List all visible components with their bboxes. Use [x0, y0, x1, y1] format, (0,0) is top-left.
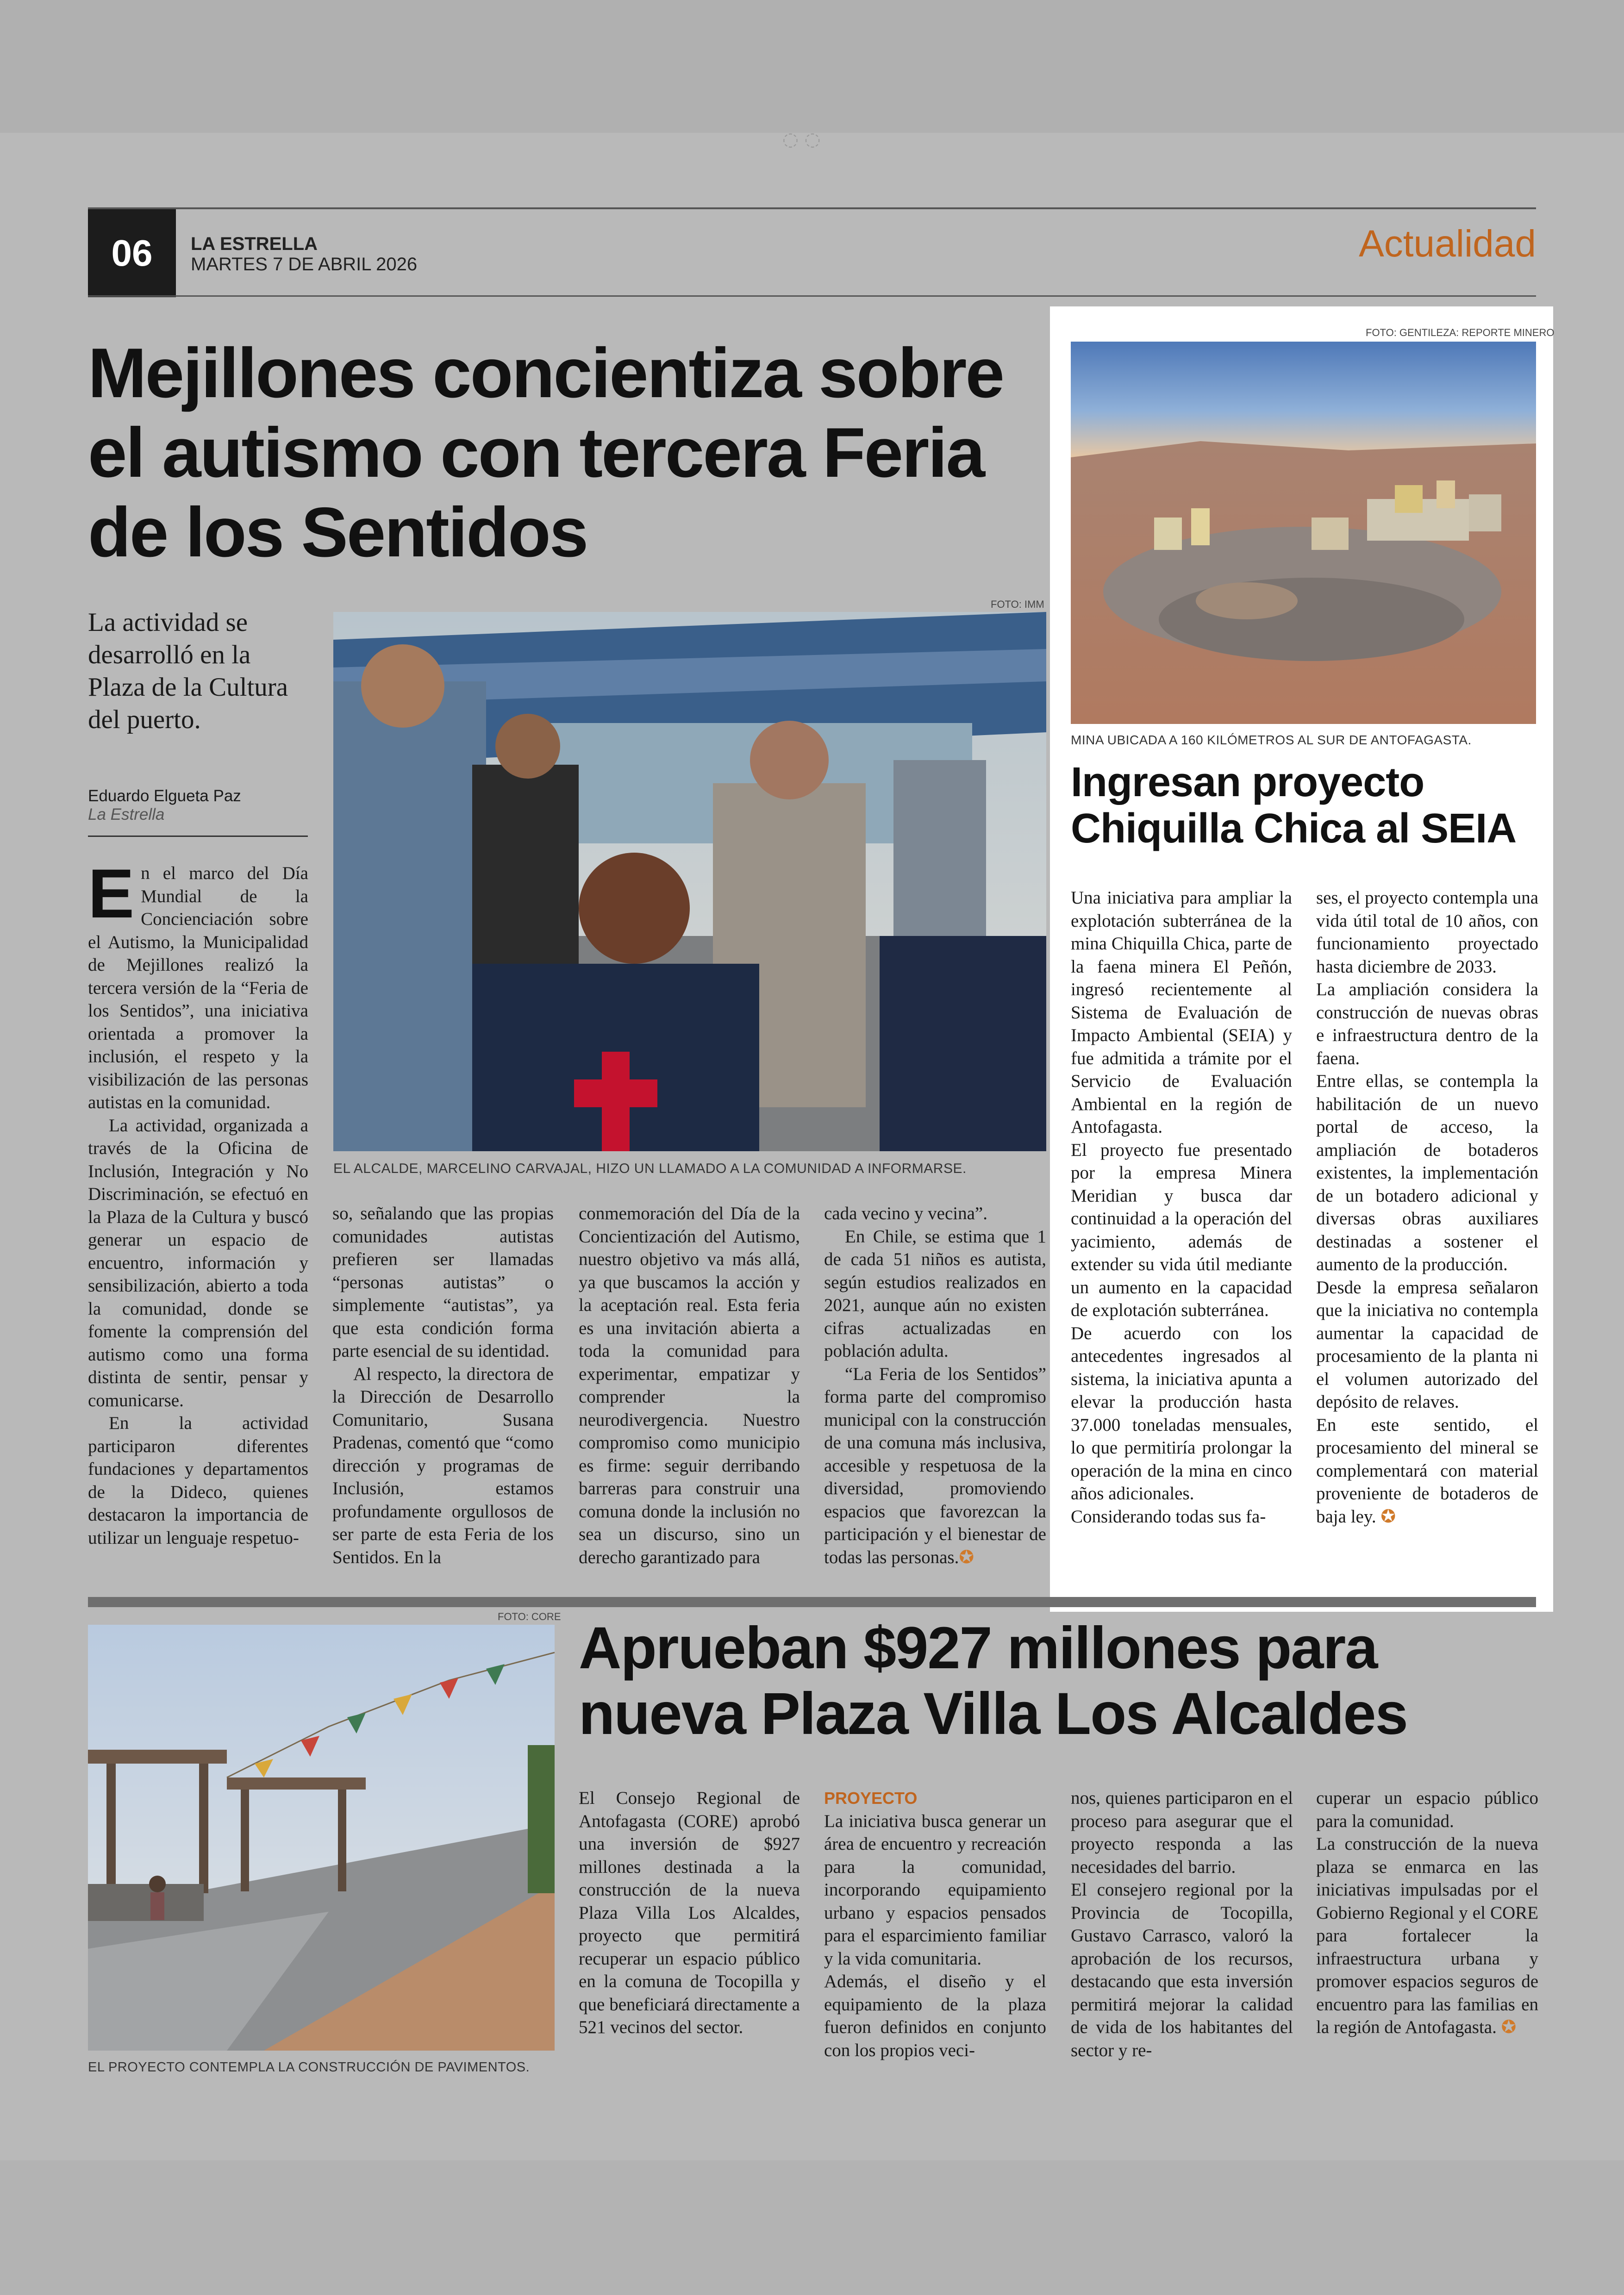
- article2-column-2: [1316, 886, 1538, 1528]
- article1-paragraph-1: n el marco del Día Mundial de la Concienciación sobre el Autismo, la Municipalidad de Mejillones realizó la tercera versión de la “Feria de los Sentidos”, una iniciativa orientada a promover la inclusión, el respeto y la visibilización de las personas autistas en la comunidad.: [88, 863, 308, 1112]
- article1-paragraph-4c: cada vecino y vecina”.: [824, 1204, 987, 1223]
- article1-paragraph-3b: so, señalando que las propias comunidades autistas prefieren ser llamadas “personas autistas” o simplemente “autistas”, ya que esta condición forma parte esencial de su identidad.: [332, 1204, 554, 1361]
- article2-paragraph-3: De acuerdo con los antecedentes ingresados al sistema, la iniciativa apunta a elevar la producción hasta 37.000 toneladas mensuales, lo que permitiría prolongar la operación de la mina en cinco años adicionales.: [1071, 1323, 1292, 1503]
- section-label: Actualidad: [1359, 223, 1536, 265]
- page-dots-icon: ◌ ◌: [782, 129, 821, 150]
- publication-name: LA ESTRELLA: [191, 234, 318, 254]
- dropcap: E: [88, 854, 135, 932]
- article2-photo-credit: FOTO: GENTILEZA: REPORTE MINERO: [1366, 327, 1555, 338]
- article2-paragraph-6: Entre ellas, se contempla la habilitación de un nuevo portal de acceso, la ampliación de botaderos existentes, la implementación de un botadero adicional y diversas obras auxiliares destinadas a sostener el aumento de la producción.: [1316, 1071, 1538, 1274]
- article2-headline: Ingresan proyecto Chiquilla Chica al SEIA: [1071, 759, 1517, 852]
- article1-paragraph-4: Al respecto, la directora de la Dirección de Desarrollo Comunitario, Susana Pradenas, comentó que “como dirección y programas de Inclusión, estamos profundamente orgullosos de ser parte de esta Feria de los Sentidos. En la: [332, 1364, 554, 1567]
- article2-paragraph-5: La ampliación considera la construcción de nuevas obras e infraestructura dentro de la faena.: [1316, 979, 1538, 1068]
- article2-paragraph-8: En este sentido, el procesamiento del mineral se complementará con material proveniente de botaderos de baja ley.: [1316, 1415, 1538, 1527]
- article3-photo: [88, 1625, 555, 2051]
- article2-paragraph-1: Una iniciativa para ampliar la explotación subterránea de la mina Chiquilla Chica, parte de la faena minera El Peñón, ingresó recientemente al Sistema de Evaluación de Impacto Ambiental (SEIA) y fue admitida a trámite por el Servicio de Evaluación Ambiental en la región de Antofagasta.: [1071, 888, 1292, 1137]
- article1-column-1: [88, 854, 308, 1549]
- author-publication: La Estrella: [88, 805, 165, 823]
- article1-paragraph-3a: En la actividad participaron diferentes fundaciones y departamentos de la Dideco, quienes destacaron la importancia de utilizar un lenguaje respetuo-: [88, 1413, 308, 1548]
- article2-caption: MINA UBICADA A 160 KILÓMETROS AL SUR DE ANTOFAGASTA.: [1071, 733, 1472, 747]
- article3-photo-credit: FOTO: CORE: [498, 1611, 561, 1622]
- header-top-rule: [88, 207, 1536, 209]
- article2-paragraph-4b: ses, el proyecto contempla una vida útil total de 10 años, con funcionamiento proyectado hasta diciembre de 2033.: [1316, 888, 1538, 977]
- article1-paragraph-2: La actividad, organizada a través de la Oficina de Inclusión, Integración y No Discriminación, se efectuó en la Plaza de la Cultura y buscó generar un espacio de encuentro, información y sensibilización, abierto a toda la comunidad, donde se fomente la comprensión del autismo como una forma distinta de sentir, pensar y comunicarse.: [88, 1115, 308, 1410]
- article1-paragraph-6: “La Feria de los Sentidos” forma parte del compromiso municipal con la construcción de una comuna más inclusiva, accesible y respetuosa de la diversidad, promoviendo espacios que favorezcan la participación y el bienestar de todas las personas.: [824, 1364, 1046, 1567]
- article1-caption: EL ALCALDE, MARCELINO CARVAJAL, HIZO UN LLAMADO A LA COMUNIDAD A INFORMARSE.: [333, 1161, 967, 1176]
- article1-column-3: [579, 1202, 800, 1569]
- article3-headline: Aprueban $927 millones para nueva Plaza Villa Los Alcaldes: [579, 1615, 1407, 1747]
- article1-photo: [333, 612, 1046, 1151]
- article1-paragraph-4b: conmemoración del Día de la Concientización del Autismo, nuestro objetivo va más allá, ya que buscamos la acción y la aceptación real. Esta feria es una invitación abierta a toda la comunidad para experimentar, empatizar y comprender la neurodivergencia. Nuestro compromiso como municipio es firme: seguir derribando barreras para construir una comuna donde la inclusión no sea un discurso, sino un derecho garantizado para: [579, 1204, 800, 1567]
- article3-paragraph-4b: cuperar un espacio público para la comunidad.: [1316, 1788, 1538, 1831]
- article3-column-4: [1316, 1787, 1538, 2039]
- top-margin: [0, 0, 1624, 133]
- article3-caption: EL PROYECTO CONTEMPLA LA CONSTRUCCIÓN DE PAVIMENTOS.: [88, 2060, 530, 2075]
- byline-rule: [88, 836, 308, 837]
- end-mark-icon: ✪: [1380, 1506, 1396, 1527]
- article1-paragraph-5: En Chile, se estima que 1 de cada 51 niños es autista, según estudios realizados en 2021, aunque aún no existen cifras actualizadas en población adulta.: [824, 1226, 1046, 1361]
- end-mark-icon: ✪: [959, 1547, 974, 1568]
- article3-paragraph-3a: Además, el diseño y el equipamiento de la plaza fueron definidos en conjunto con los propios veci-: [824, 1971, 1046, 2060]
- page-number: 06: [88, 209, 176, 297]
- article2-paragraph-7: Desde la empresa señalaron que la iniciativa no contempla aumentar la capacidad de procesamiento de la planta ni el volumen autorizado del depósito de relaves.: [1316, 1277, 1538, 1412]
- article1-column-4: [824, 1202, 1046, 1569]
- article2-paragraph-4a: Considerando todas sus fa-: [1071, 1506, 1266, 1527]
- article1-photo-credit: FOTO: IMM: [991, 599, 1044, 610]
- header-bottom-rule: [88, 295, 1536, 297]
- article1-subtitle: La actividad se desarrolló en la Plaza de la Cultura del puerto.: [88, 608, 288, 734]
- article3-paragraph-3b: nos, quienes participaron en el proceso para asegurar que el proyecto responda a las necesidades del barrio.: [1071, 1788, 1293, 1877]
- article1-headline: Mejillones concientiza sobre el autismo con tercera Feria de los Sentidos: [88, 334, 1003, 572]
- end-mark-icon: ✪: [1501, 2017, 1517, 2038]
- article3-column-1: [579, 1787, 800, 2039]
- article1-byline: [88, 787, 310, 824]
- article3-paragraph-1: El Consejo Regional de Antofagasta (CORE) aprobó una inversión de $927 millones destinada a la construcción de la nueva Plaza Villa Los Alcaldes, proyecto que permitirá recuperar un espacio público en la comuna de Tocopilla y que beneficiará directamente a 521 vecinos del sector.: [579, 1788, 800, 2037]
- article3-paragraph-2: La iniciativa busca generar un área de encuentro y recreación para la comunidad, incorporando equipamiento urbano y espacios pensados para el esparcimiento familiar y la vida comunitaria.: [824, 1811, 1046, 1969]
- article2-paragraph-2: El proyecto fue presentado por la empresa Minera Meridian y busca dar continuidad a la operación del yacimiento, además de extender su vida útil mediante un aumento en la capacidad de explotación subterránea.: [1071, 1140, 1292, 1320]
- article1-column-2: [332, 1202, 554, 1569]
- masthead: [191, 234, 417, 274]
- article2-column-1: [1071, 886, 1292, 1528]
- article3-kicker: PROYECTO: [824, 1789, 918, 1808]
- article3-paragraph-4: El consejero regional por la Provincia de Tocopilla, Gustavo Carrasco, valoró la aprobación de los recursos, destacando que esta inversión permitirá mejorar la calidad de vida de los habitantes del sector y re-: [1071, 1880, 1293, 2060]
- article3-paragraph-5: La construcción de la nueva plaza se enmarca en las iniciativas impulsadas por el Gobierno Regional y el CORE para fortalecer la infraestructura urbana y promover espacios seguros de encuentro para las familias en la región de Antofagasta.: [1316, 1834, 1538, 2037]
- author-name: Eduardo Elgueta Paz: [88, 787, 241, 805]
- article2-photo: [1071, 342, 1536, 724]
- article3-column-2: [824, 1787, 1046, 2062]
- publication-date: MARTES 7 DE ABRIL 2026: [191, 254, 418, 274]
- section-divider: [88, 1597, 1536, 1607]
- article3-column-3: [1071, 1787, 1293, 2062]
